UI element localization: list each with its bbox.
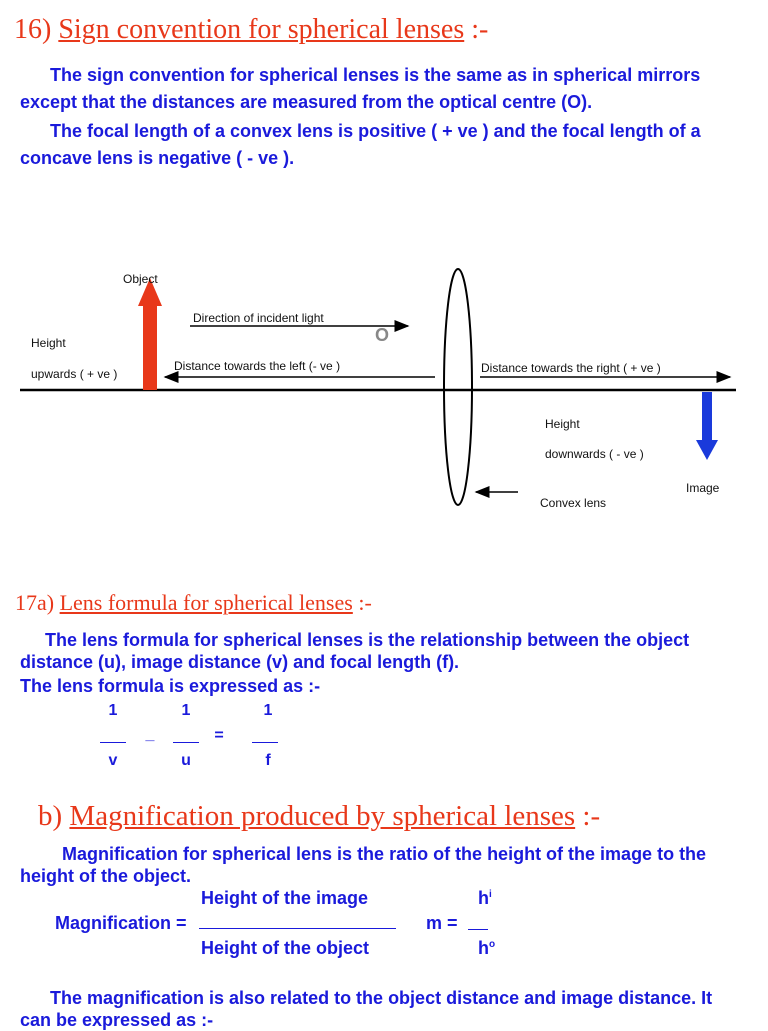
section-16-suffix: :- <box>471 14 489 45</box>
para2-line2: concave lens is negative ( - ve ). <box>20 148 295 168</box>
magnification-fraction-line <box>199 928 396 929</box>
sign-convention-diagram <box>0 240 768 530</box>
para2-line1: The focal length of a convex lens is positive ( + ve ) and the focal length of a <box>50 121 701 141</box>
magnification-denominator: Height of the object <box>201 938 369 958</box>
section-17a-paragraph <box>20 629 760 697</box>
formula-den3: f <box>265 752 271 769</box>
formula-num1: 1 <box>108 702 118 719</box>
optical-centre-label: O <box>375 325 390 345</box>
para1-line2: except that the distances are measured from the optical centre (O). <box>20 92 593 112</box>
17a-line1: The lens formula for spherical lenses is the relationship between the object <box>45 630 690 650</box>
section-17b-number: b) <box>38 800 63 832</box>
right-distance-label: Distance towards the right ( + ve ) <box>481 361 661 375</box>
17b-p2-line1: The magnification is also related to the object distance and image distance. It <box>50 988 713 1008</box>
17b-p2-line2: can be expressed as :- <box>20 1010 214 1030</box>
section-16-paragraph <box>20 62 760 172</box>
image-label: Image <box>686 481 720 495</box>
incident-light-label: Direction of incident light <box>193 311 324 325</box>
hi-base: h <box>478 888 489 908</box>
downwards-label: downwards ( - ve ) <box>545 447 644 461</box>
section-17b-title: Magnification produced by spherical lenses <box>69 800 576 832</box>
m-fraction-line <box>468 929 488 930</box>
formula-equals: = <box>214 727 224 744</box>
para1-line1: The sign convention for spherical lenses is the same as in spherical mirrors <box>50 65 701 85</box>
formula-line3 <box>252 742 278 743</box>
height-label-2: Height <box>545 417 580 431</box>
section-16-title: Sign convention for spherical lenses <box>58 14 465 45</box>
section-17b-suffix: :- <box>582 800 601 832</box>
formula-num3: 1 <box>263 702 273 719</box>
section-17a-heading <box>15 590 372 616</box>
formula-num2: 1 <box>181 702 191 719</box>
formula-line2 <box>173 742 199 743</box>
section-16-heading <box>14 14 488 46</box>
ho-sup: o <box>489 939 496 950</box>
upwards-label: upwards ( + ve ) <box>31 367 118 381</box>
17b-line2: height of the object. <box>20 866 191 886</box>
image-arrow-shaft <box>702 392 712 442</box>
section-17a-title: Lens formula for spherical lenses <box>59 590 353 615</box>
object-label: Object <box>123 272 158 286</box>
object-arrow-shaft <box>143 304 157 390</box>
hi-numerator <box>478 888 492 909</box>
magnification-numerator: Height of the image <box>201 888 369 908</box>
formula-den2: u <box>181 752 191 769</box>
convex-lens <box>444 269 472 505</box>
image-arrow-head <box>696 440 718 460</box>
ho-base: h <box>478 938 489 958</box>
m-label: m = <box>426 913 458 933</box>
17a-line2: distance (u), image distance (v) and focal length (f). <box>20 652 460 672</box>
hi-sup: i <box>489 889 492 900</box>
section-17b-paragraph <box>20 843 760 887</box>
17a-line3: The lens formula is expressed as :- <box>20 676 321 696</box>
section-17b-paragraph-2 <box>20 987 760 1031</box>
height-label: Height <box>31 336 66 350</box>
formula-line1 <box>100 742 126 743</box>
ho-denominator <box>478 938 495 959</box>
lens-label: Convex lens <box>540 496 607 510</box>
section-17a-number: 17a) <box>15 590 55 615</box>
magnification-label: Magnification = <box>55 913 187 933</box>
section-16-number: 16) <box>14 14 52 45</box>
formula-minus: _ <box>145 726 155 743</box>
section-17a-suffix: :- <box>358 590 372 615</box>
17b-line1: Magnification for spherical lens is the ratio of the height of the image to the <box>62 844 707 864</box>
left-distance-label: Distance towards the left (- ve ) <box>174 359 341 373</box>
formula-den1: v <box>108 752 118 769</box>
section-17b-heading <box>38 800 600 833</box>
